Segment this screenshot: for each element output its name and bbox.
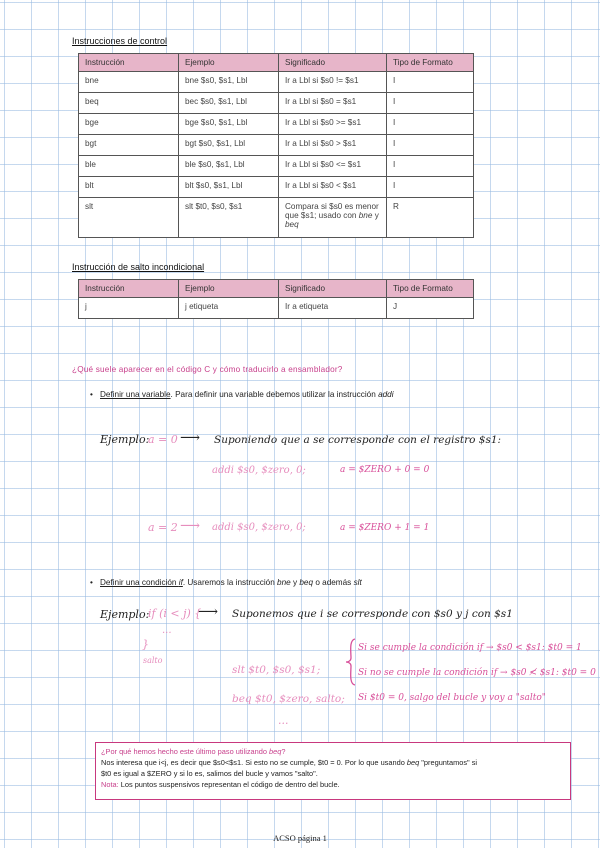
header-tipo-formato: Tipo de Formato	[387, 54, 474, 72]
hand-ejemplo-1: Ejemplo:	[100, 433, 150, 446]
table-row	[79, 93, 474, 114]
hand-dots-1: ...	[162, 625, 172, 636]
cell-meaning: Ir a Lbl si $s0 >= $s1	[279, 114, 387, 135]
table-row	[79, 72, 474, 93]
hand-slt-line: slt $t0, $s0, $s1;	[232, 664, 321, 676]
note-question-beq: beq	[269, 747, 282, 756]
note-line-2: $t0 es igual a $ZERO y si lo es, salimos del bucle y vamos "salto".	[101, 769, 318, 778]
bullet-definir-variable	[90, 390, 394, 399]
table-header-row	[79, 280, 474, 298]
cell-instr: j	[79, 298, 179, 319]
note-line1b: "preguntamos" si	[419, 758, 478, 767]
note-line-1	[101, 757, 565, 768]
cell-example: bne $s0, $s1, Lbl	[179, 72, 279, 93]
note-line1-beq: beq	[406, 758, 420, 767]
hand-suponiendo: Suponiendo que a se corresponde con el registro $s1:	[214, 434, 502, 446]
bullet-text: . Para definir una variable debemos utilizar la instrucción	[170, 390, 379, 399]
cell-meaning: Ir a Lbl si $s0 < $s1	[279, 177, 387, 198]
cell-meaning: Ir a Lbl si $s0 != $s1	[279, 72, 387, 93]
table-row-slt	[79, 198, 474, 238]
header-significado: Significado	[279, 54, 387, 72]
cell-format: I	[387, 177, 474, 198]
bullet-bne: bne	[277, 578, 291, 587]
cell-meaning: Ir a Lbl si $s0 = $s1	[279, 93, 387, 114]
arrow-icon: ⟶	[198, 604, 219, 620]
hand-suponemos: Suponemos que i se corresponde con $s0 y j con $s1	[232, 608, 513, 620]
curly-brace-icon	[345, 638, 357, 686]
slt-meaning-text: Compara si $s0 es menor que $s1; usado con	[285, 202, 379, 220]
bullet-link	[100, 578, 183, 587]
hand-ejemplo-2: Ejemplo:	[100, 608, 150, 621]
section-title-control: Instrucciones de control	[72, 36, 168, 46]
section-question: ¿Qué suele aparecer en el código C y cómo traducirlo a ensamblador?	[72, 365, 343, 374]
cell-format: J	[387, 298, 474, 319]
bullet-definir-condicion	[90, 578, 362, 587]
cell-instr: beq	[79, 93, 179, 114]
cell-example: bec $s0, $s1, Lbl	[179, 93, 279, 114]
header-tipo-formato: Tipo de Formato	[387, 280, 474, 298]
cell-example: j etiqueta	[179, 298, 279, 319]
cell-meaning: Ir a etiqueta	[279, 298, 387, 319]
hand-cond-3: Si $t0 = 0, salgo del bucle y voy a "salto"	[358, 693, 546, 703]
hand-expr-a2: a = 2	[148, 521, 178, 534]
hand-addi2-note: a = $ZERO + 1 = 1	[340, 523, 430, 533]
bullet-link: Definir una variable	[100, 390, 171, 399]
hand-beq-line: beq $t0, $zero, salto;	[232, 693, 345, 705]
cell-format: I	[387, 93, 474, 114]
table-row	[79, 298, 474, 319]
note-nota-label: Nota:	[101, 780, 119, 789]
bullet-slt: slt	[353, 578, 362, 587]
note-nota	[101, 779, 565, 790]
table-row	[79, 156, 474, 177]
bullet-text: . Usaremos la instrucción	[182, 578, 278, 587]
arrow-icon: ⟶	[180, 518, 201, 534]
control-instructions-table	[78, 53, 474, 238]
note-nota-text: Los puntos suspensivos representan el código de dentro del bucle.	[118, 780, 340, 789]
bullet-dot: •	[90, 390, 93, 399]
jump-instruction-table	[78, 279, 474, 319]
cell-example: bge $s0, $s1, Lbl	[179, 114, 279, 135]
header-significado: Significado	[279, 280, 387, 298]
bullet-y: y	[290, 578, 300, 587]
cell-example: bgt $s0, $s1, Lbl	[179, 135, 279, 156]
bullet-beq: beq	[299, 578, 314, 587]
arrow-icon: ⟶	[180, 430, 201, 446]
note-question	[101, 746, 565, 757]
cell-format: I	[387, 72, 474, 93]
hand-expr-a0: a = 0	[148, 433, 178, 446]
cell-format: I	[387, 156, 474, 177]
cell-format: I	[387, 135, 474, 156]
bullet-dot: •	[90, 578, 93, 587]
cell-meaning: Ir a Lbl si $s0 > $s1	[279, 135, 387, 156]
note-question-text: ¿Por qué hemos hecho este último paso utilizando	[101, 747, 270, 756]
section-title-salto: Instrucción de salto incondicional	[72, 262, 205, 272]
hand-cond-1: Si se cumple la condición if → $s0 < $s1: $t0 = 1	[358, 643, 582, 653]
note-line1a: Nos interesa que i<j, es decir que $s0<$s1. Si esto no se cumple, $t0 = 0. Por lo que usando	[101, 758, 407, 767]
slt-y: y	[372, 211, 379, 220]
bullet-link-text: Definir una condición	[100, 578, 179, 587]
cell-example: slt $t0, $s0, $s1	[179, 198, 279, 238]
header-instruccion: Instrucción	[79, 54, 179, 72]
hand-addi-line: addi $s0, $zero, 0;	[212, 465, 306, 476]
note-question-end: ?	[281, 747, 286, 756]
cell-example: ble $s0, $s1, Lbl	[179, 156, 279, 177]
header-instruccion: Instrucción	[79, 280, 179, 298]
explanation-note-box	[95, 742, 571, 800]
table-row	[79, 135, 474, 156]
cell-instr: slt	[79, 198, 179, 238]
hand-if-code: if (i < j) {	[148, 607, 202, 620]
hand-dots-2: ...	[278, 714, 289, 727]
bullet-link-if: if	[178, 578, 183, 587]
hand-salto-label: salto	[143, 656, 163, 665]
slt-beq: beq	[285, 220, 299, 229]
cell-instr: blt	[79, 177, 179, 198]
bullet-o: o además	[313, 578, 354, 587]
cell-meaning	[279, 198, 387, 238]
header-ejemplo: Ejemplo	[179, 54, 279, 72]
cell-example: blt $s0, $s1, Lbl	[179, 177, 279, 198]
cell-instr: ble	[79, 156, 179, 177]
cell-format: R	[387, 198, 474, 238]
slt-bne: bne	[358, 211, 373, 220]
hand-addi-note: a = $ZERO + 0 = 0	[340, 465, 430, 475]
hand-addi2-line: addi $s0, $zero, 0;	[212, 522, 306, 533]
table-row	[79, 114, 474, 135]
cell-meaning: Ir a Lbl si $s0 <= $s1	[279, 156, 387, 177]
cell-instr: bgt	[79, 135, 179, 156]
header-ejemplo: Ejemplo	[179, 280, 279, 298]
bullet-instr: addi	[378, 390, 394, 399]
cell-instr: bne	[79, 72, 179, 93]
table-header-row	[79, 54, 474, 72]
table-row	[79, 177, 474, 198]
page-footer: ACSO página 1	[273, 833, 327, 843]
hand-brace: }	[142, 638, 149, 651]
hand-cond-2: Si no se cumple la condición if → $s0 ≮ $s1: $t0 = 0	[358, 668, 596, 678]
cell-format: I	[387, 114, 474, 135]
cell-instr: bge	[79, 114, 179, 135]
